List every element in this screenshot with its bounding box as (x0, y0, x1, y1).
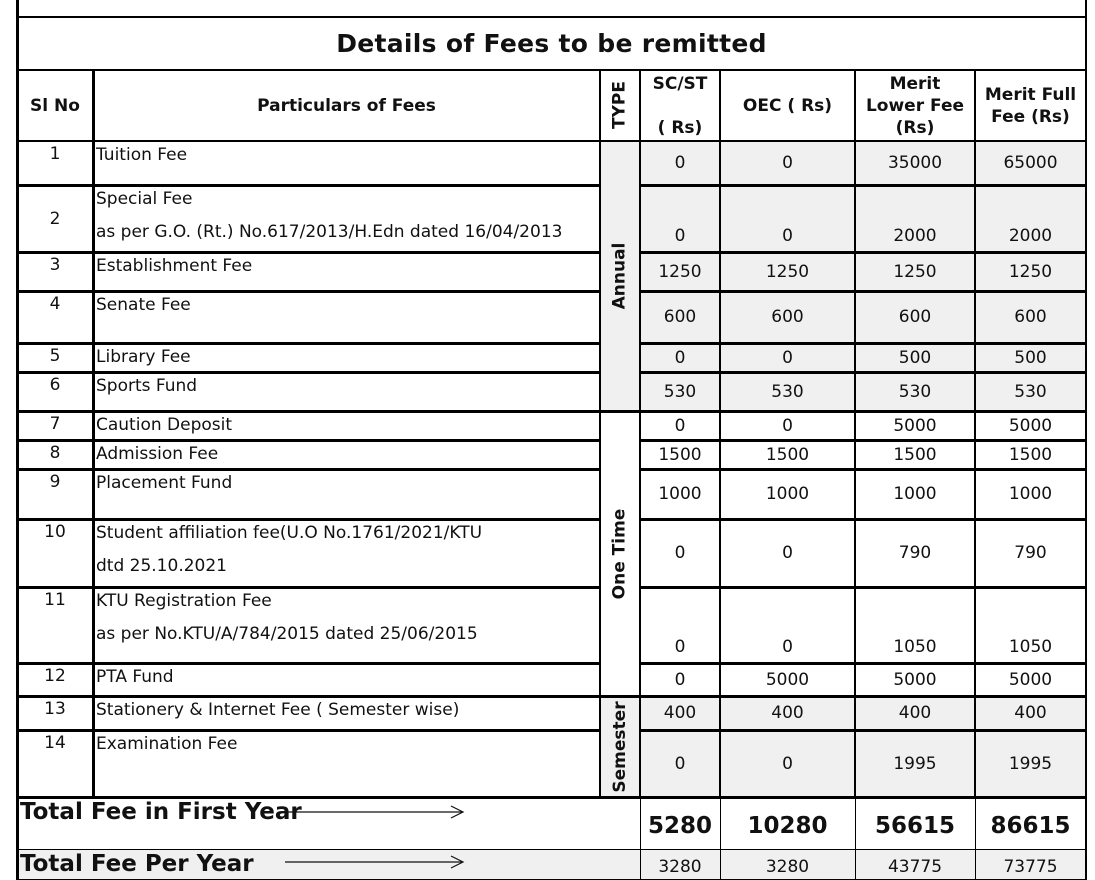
grid-line (17, 586, 600, 589)
particulars (93, 252, 600, 291)
particulars (93, 587, 600, 663)
grid-line (17, 729, 600, 732)
grid-line (640, 410, 1086, 413)
fee-value: 2000 (893, 226, 937, 246)
header-merit-full: Merit Full Fee (Rs) (984, 84, 1077, 127)
header-scst-line1: SC/ST (652, 73, 708, 94)
grid-line (17, 342, 600, 345)
sl-no: 2 (49, 208, 61, 229)
fee-value: 1500 (893, 444, 937, 465)
grid-line (640, 796, 1086, 799)
particulars-name: Student affiliation fee(U.O No.1761/2021/KTU (96, 523, 483, 543)
grid-line (640, 371, 1086, 374)
particulars-name: PTA Fund (96, 667, 174, 687)
particulars-name: Placement Fund (96, 473, 233, 493)
fee-value: 0 (674, 153, 686, 173)
particulars-name: Establishment Fee (96, 256, 253, 276)
grid-line (17, 796, 600, 799)
grid-line (92, 70, 95, 797)
fee-value: 0 (674, 543, 686, 563)
grid-line (639, 70, 641, 797)
fee-value: 1050 (893, 637, 937, 657)
particulars (93, 411, 600, 440)
fee-value: 1500 (658, 444, 702, 465)
fee-value: 400 (771, 703, 804, 723)
fee-value: 0 (674, 753, 686, 774)
arrow-icon (285, 855, 470, 869)
fee-value: 0 (782, 347, 793, 368)
fee-value: 500 (1014, 347, 1047, 368)
total-value: 5280 (647, 813, 712, 839)
fee-value: 600 (898, 307, 932, 327)
table-title: Details of Fees to be remitted (336, 29, 767, 58)
header-sl-no: Sl No (30, 95, 80, 116)
fee-value: 1250 (1008, 261, 1053, 282)
sl-no: 7 (49, 414, 61, 434)
grid-line (17, 290, 600, 293)
particulars-detail: as per G.O. (Rt.) No.617/2013/H.Edn dated 16/04/2013 (96, 222, 563, 242)
grid-line (640, 184, 1086, 187)
particulars-name: Caution Deposit (96, 415, 233, 435)
type-label: One Time (609, 508, 630, 599)
grid-line (17, 849, 1086, 850)
fee-value: 0 (782, 637, 793, 657)
arrow-icon (285, 805, 470, 819)
fee-value: 530 (771, 381, 804, 402)
sl-no: 5 (49, 346, 61, 366)
grid-line (640, 251, 1086, 254)
fee-value: 1500 (765, 444, 810, 465)
sl-no: 14 (44, 733, 66, 753)
fee-value: 1000 (765, 484, 810, 504)
particulars-detail: as per No.KTU/A/784/2015 dated 25/06/2015 (96, 624, 478, 644)
fee-value: 400 (1014, 703, 1047, 723)
total-value: 86615 (990, 813, 1071, 839)
grid-line (1085, 797, 1087, 880)
particulars (93, 519, 600, 587)
sl-no: 3 (49, 255, 61, 275)
sl-no: 12 (44, 666, 66, 686)
fee-value: 5000 (1008, 415, 1053, 436)
grid-line (599, 70, 601, 797)
total-value: 3280 (658, 856, 702, 877)
total-label: Total Fee in First Year (20, 799, 302, 825)
particulars (93, 469, 600, 519)
fee-value: 400 (898, 703, 932, 723)
grid-line (640, 342, 1086, 345)
particulars (93, 730, 600, 797)
fee-value: 5000 (893, 415, 937, 436)
header-scst-line2: ( Rs) (657, 117, 703, 138)
fee-value: 0 (782, 543, 793, 563)
type-label: Semester (610, 700, 630, 793)
fee-value: 1995 (1008, 753, 1053, 774)
fee-value: 2000 (1008, 226, 1053, 246)
grid-line (17, 662, 600, 665)
particulars-name: KTU Registration Fee (96, 591, 272, 611)
sl-no: 6 (49, 375, 61, 395)
fee-value: 600 (771, 307, 804, 327)
fee-value: 0 (782, 153, 793, 173)
grid-line (640, 586, 1086, 589)
particulars (93, 440, 600, 469)
header-oec: OEC ( Rs) (742, 95, 833, 116)
fee-value: 35000 (887, 153, 943, 173)
sl-no: 4 (49, 294, 61, 314)
fee-value: 1250 (658, 261, 702, 282)
fee-value: 790 (898, 543, 932, 563)
fee-value: 1250 (765, 261, 810, 282)
particulars (93, 696, 600, 730)
particulars-name: Tuition Fee (96, 145, 188, 165)
fee-value: 65000 (1003, 153, 1058, 173)
sl-no: 10 (44, 522, 66, 542)
fee-value: 5000 (1008, 669, 1053, 690)
grid-line (974, 70, 976, 797)
total-value: 73775 (1003, 856, 1058, 877)
fee-value: 600 (1014, 307, 1047, 327)
particulars-name: Stationery & Internet Fee ( Semester wise) (96, 700, 460, 720)
grid-line (17, 439, 600, 442)
particulars-name: Examination Fee (96, 734, 238, 754)
grid-line (17, 468, 600, 471)
sl-no: 11 (44, 590, 66, 610)
grid-line (640, 439, 1086, 442)
fee-value: 0 (674, 637, 686, 657)
particulars (93, 141, 600, 185)
header-particulars: Particulars of Fees (257, 95, 436, 116)
total-label: Total Fee Per Year (20, 851, 254, 877)
sl-no: 13 (44, 699, 66, 719)
particulars-name: Admission Fee (96, 444, 219, 464)
grid-line (720, 797, 721, 880)
sl-no: 8 (49, 443, 61, 463)
particulars (93, 343, 600, 372)
particulars-name: Special Fee (96, 189, 193, 209)
grid-line (17, 251, 600, 254)
fee-value: 500 (898, 347, 932, 368)
particulars-name: Senate Fee (96, 295, 191, 315)
fee-value: 1050 (1008, 637, 1053, 657)
grid-line (640, 290, 1086, 293)
grid-line (17, 69, 1086, 71)
fee-value: 790 (1014, 543, 1047, 563)
fee-value: 1995 (893, 753, 937, 774)
grid-line (854, 70, 856, 797)
fee-value: 0 (782, 753, 793, 774)
grid-line (640, 695, 1086, 698)
grid-line (640, 468, 1086, 471)
grid-line (640, 662, 1086, 665)
fee-value: 1500 (1008, 444, 1053, 465)
grid-line (17, 695, 600, 698)
header-merit-lower: Merit Lower Fee (Rs) (865, 73, 965, 138)
fee-value: 530 (898, 381, 932, 402)
header-type: TYPE (609, 81, 630, 129)
fee-value: 0 (674, 669, 686, 690)
fee-value: 1000 (1008, 484, 1053, 504)
grid-line (975, 797, 976, 880)
grid-line (17, 16, 1086, 18)
grid-line (17, 518, 600, 521)
particulars (93, 291, 600, 343)
sl-no: 1 (49, 144, 61, 164)
fee-value: 1000 (658, 484, 702, 504)
fee-value: 5000 (893, 669, 937, 690)
fee-value: 0 (674, 415, 686, 436)
grid-line (17, 140, 1086, 142)
total-value: 3280 (765, 856, 810, 877)
fee-value: 1000 (893, 484, 937, 504)
particulars (93, 663, 600, 696)
total-value: 56615 (874, 813, 956, 839)
particulars (93, 372, 600, 411)
particulars-name: Sports Fund (96, 376, 198, 396)
type-label: Annual (609, 242, 630, 310)
grid-line (600, 796, 640, 799)
particulars (93, 185, 600, 252)
fee-value: 0 (782, 415, 793, 436)
grid-line (600, 410, 640, 413)
fee-value: 5000 (765, 669, 810, 690)
grid-line (17, 371, 600, 374)
particulars-name: Library Fee (96, 347, 191, 367)
grid-line (640, 797, 641, 880)
total-value: 43775 (887, 856, 943, 877)
sl-no: 9 (49, 472, 61, 492)
grid-line (640, 518, 1086, 521)
grid-line (600, 695, 640, 698)
fee-value: 530 (663, 381, 697, 402)
fee-value: 0 (674, 347, 686, 368)
fee-value: 1250 (893, 261, 937, 282)
fee-value: 400 (663, 703, 697, 723)
grid-line (855, 797, 856, 880)
grid-line (17, 410, 600, 413)
header-scst (640, 70, 720, 141)
fee-value: 530 (1014, 381, 1047, 402)
grid-line (719, 70, 721, 797)
grid-line (17, 184, 600, 187)
total-value: 10280 (747, 813, 828, 839)
fee-value: 0 (674, 226, 686, 246)
fee-value: 600 (663, 307, 697, 327)
grid-line (640, 729, 1086, 732)
particulars-detail: dtd 25.10.2021 (96, 556, 227, 576)
fee-value: 0 (782, 226, 793, 246)
